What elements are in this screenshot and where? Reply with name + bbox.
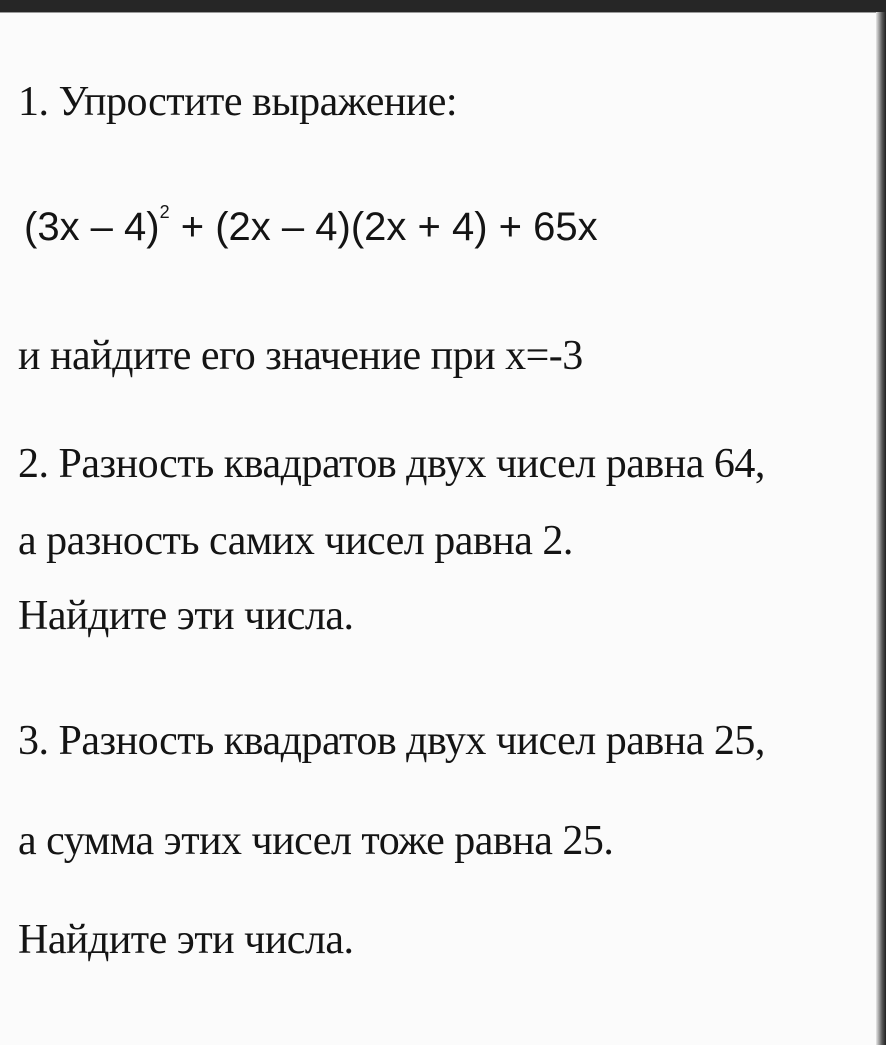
problem-1-title: 1. Упростите выражение:: [18, 79, 458, 125]
problem-1-condition: и найдите его значение при х=-3: [18, 333, 583, 379]
problem-2-line-2: а разность самих чисел равна 2.: [18, 518, 573, 564]
expression-remaining-terms: + (2x – 4)(2x + 4) + 65x: [169, 205, 598, 249]
expression-first-term: (3x – 4): [24, 205, 160, 249]
problem-1-expression: [24, 203, 598, 247]
expression-exponent: 2: [159, 202, 170, 222]
problem-3-line-3: Найдите эти числа.: [18, 917, 354, 963]
page-edge-shadow: [876, 12, 886, 1045]
problem-2-line-3: Найдите эти числа.: [18, 593, 354, 639]
problem-3-line-1: 3. Разность квадратов двух чисел равна 25,: [18, 718, 765, 764]
problem-3-line-2: а сумма этих чисел тоже равна 25.: [18, 818, 614, 864]
worksheet-page: [0, 12, 876, 1045]
problem-2-line-1: 2. Разность квадратов двух чисел равна 64,: [18, 441, 765, 487]
